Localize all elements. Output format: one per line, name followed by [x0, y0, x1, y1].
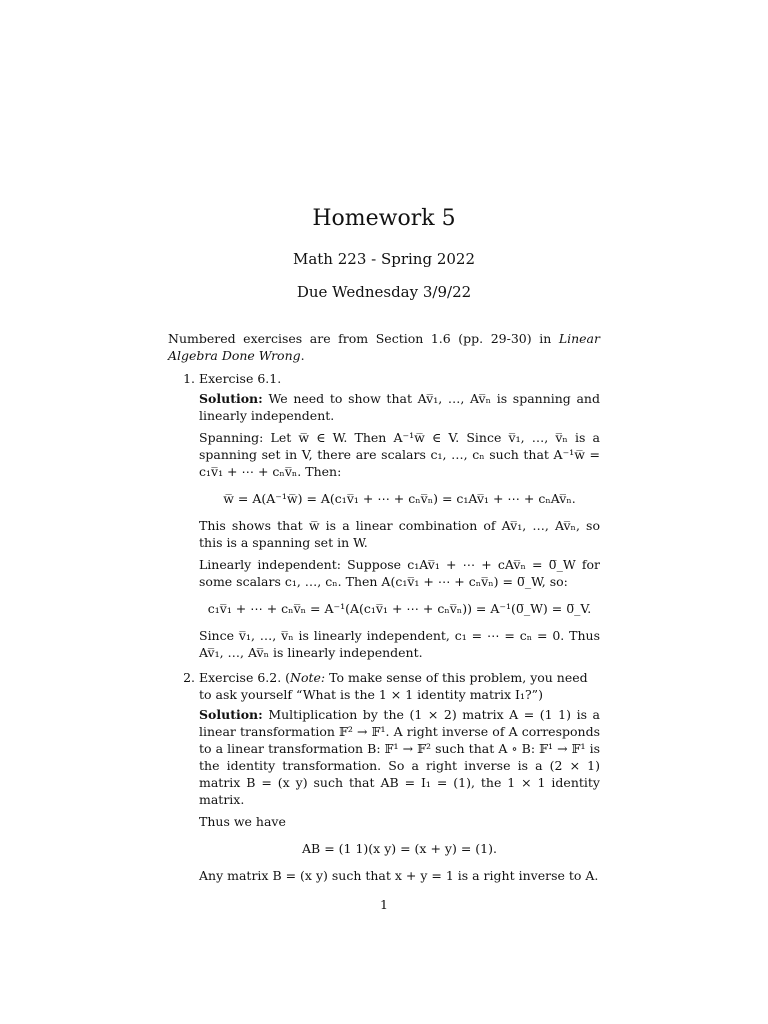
spanning-paragraph: Spanning: Let w̅ ∈ W. Then A⁻¹w̅ ∈ V. Since v̅₁, …, v̅ₙ is a spanning set in V, there are scalars c₁, …, cₙ such that A⁻¹w̅ = c₁v̅₁ + ⋯ + cₙv̅ₙ. Then:: [199, 430, 600, 479]
exercise-heading: Exercise 6.2.: [199, 670, 282, 685]
solution-text: We need to show that Av̅₁, …, Av̅ₙ is spanning and linearly independent.: [199, 391, 600, 423]
note-text: To make sense of this problem, you need to ask yourself “What is the 1 × 1 identity matrix I₁?”: [199, 670, 588, 702]
exercise-list-container: [168, 370, 600, 892]
display-equation: c₁v̅₁ + ⋯ + cₙv̅ₙ = A⁻¹(A(c₁v̅₁ + ⋯ + cₙv̅ₙ)) = A⁻¹(0̅_W) = 0̅_V.: [207, 601, 592, 616]
due-date: Due Wednesday 3/9/22: [296, 283, 472, 301]
thus-paragraph: Thus we have: [199, 814, 286, 829]
course-line: Math 223 - Spring 2022: [292, 250, 476, 268]
page-number: 1: [380, 897, 388, 912]
page-title: Homework 5: [312, 206, 456, 231]
intro-text: Numbered exercises are from Section 1.6 (pp. 29-30) in: [168, 331, 559, 346]
solution-paragraph: [199, 390, 600, 424]
solution-text: Multiplication by the (1 × 2) matrix A = (1 1) is a linear transformation 𝔽² → 𝔽¹. A right inverse of A corresponds to a linear transformation B: 𝔽¹ → 𝔽² such that A ∘ B: 𝔽¹ → 𝔽¹ is the identity transformation. So a right inverse is a (2 × 1) matrix B = (x y) such that AB = I₁ = (1), the 1 × 1 identity matrix.: [199, 707, 600, 807]
exercise-list: [168, 370, 600, 884]
exercise-item-2: 2. Exercise 6.2. (Note: To make sense of this problem, you need to ask yourself “What is the 1 × 1 identity matrix I₁?”) Solution: Multiplication by the (1 × 2) matrix A = (1 1) is a linear transformation 𝔽² → 𝔽¹. A right inverse of A corresponds to a linear transformation B: 𝔽¹ → 𝔽² such that A ∘ B: 𝔽¹ → 𝔽¹ is the identity transformation. So a right inverse is a (2 × 1) matrix B = (x y) such that AB = I₁ = (1), the 1 × 1 identity matrix. Thus we have AB = (1 1)(x y) = (x + y) = (1). Any matrix B = (x y) such that x + y = 1 is a right inverse to A.: [199, 669, 600, 884]
independence-paragraph: Linearly independent: Suppose c₁Av̅₁ + ⋯ + cAv̅ₙ = 0̅_W for some scalars c₁, …, cₙ. Then A(c₁v̅₁ + ⋯ + cₙv̅ₙ) = 0̅_W, so:: [199, 557, 600, 589]
conclusion-paragraph: Any matrix B = (x y) such that x + y = 1 is a right inverse to A.: [199, 868, 599, 883]
display-equation: w̅ = A(A⁻¹w̅) = A(c₁v̅₁ + ⋯ + cₙv̅ₙ) = c₁Av̅₁ + ⋯ + cₙAv̅ₙ.: [223, 491, 576, 506]
solution-label: Solution:: [199, 391, 263, 406]
note-label: Note:: [290, 670, 326, 685]
display-equation: AB = (1 1)(x y) = (x + y) = (1).: [302, 841, 497, 856]
intro-end: .: [300, 348, 305, 363]
solution-label: Solution:: [199, 707, 263, 722]
exercise-item-1: [199, 370, 600, 661]
conclusion-paragraph: Since v̅₁, …, v̅ₙ is linearly independent, c₁ = ⋯ = cₙ = 0. Thus Av̅₁, …, Av̅ₙ is linearly independent.: [199, 628, 600, 660]
exercise-heading: Exercise 6.1.: [199, 371, 282, 386]
solution-paragraph: [199, 706, 600, 808]
combination-paragraph: This shows that w̅ is a linear combination of Av̅₁, …, Av̅ₙ, so this is a spanning set in W.: [199, 518, 600, 550]
intro-paragraph: [168, 330, 600, 364]
book-title: Linear Algebra Done Wrong: [168, 331, 600, 363]
